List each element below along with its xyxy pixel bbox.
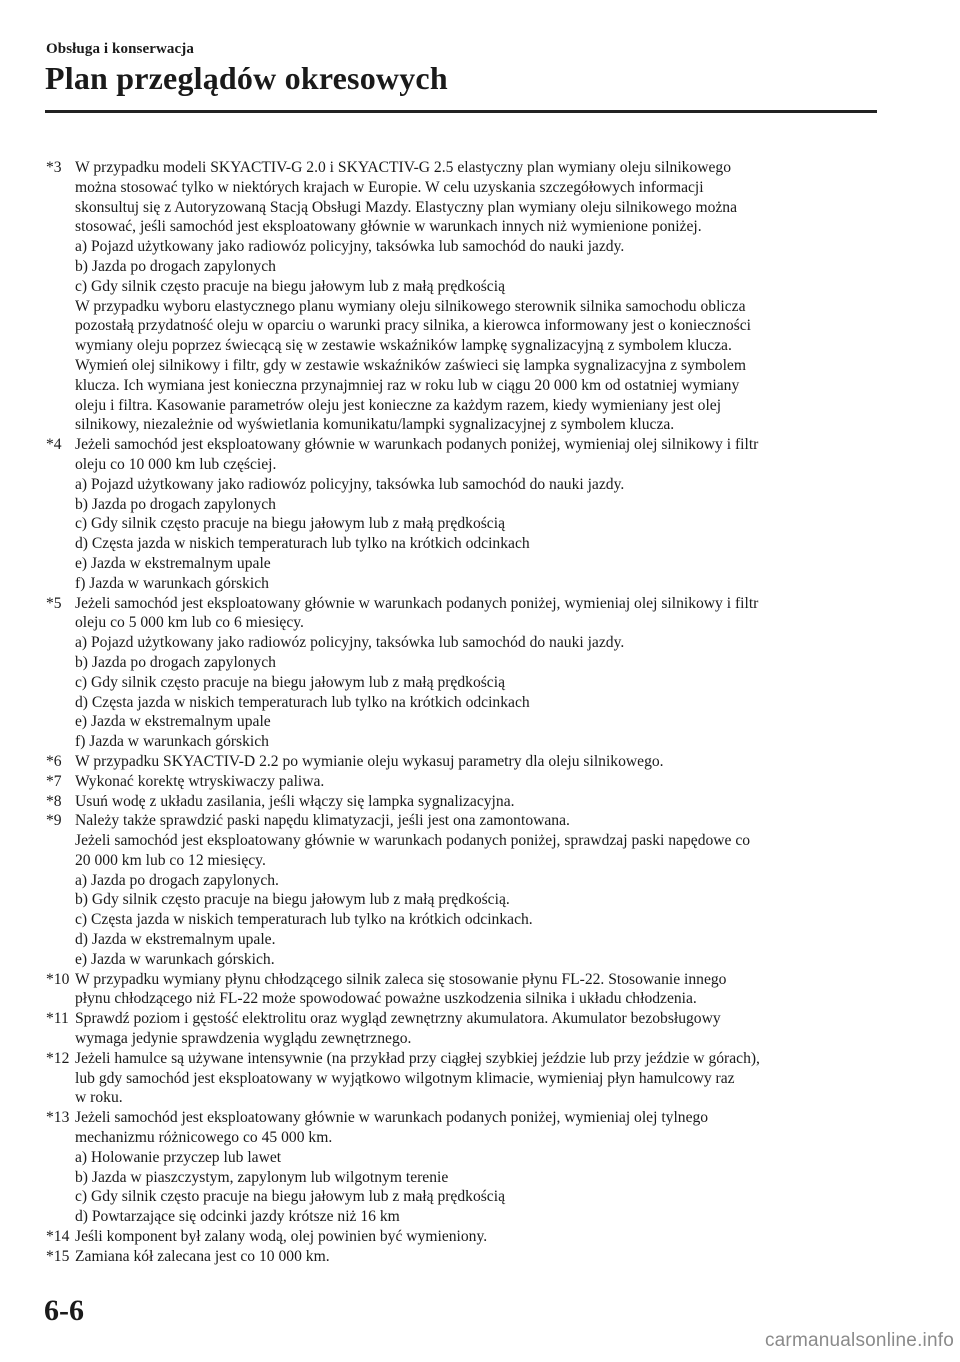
footnote-marker: *9: [46, 812, 62, 830]
footnote-text: [75, 1227, 876, 1247]
footnote-text: [75, 772, 876, 792]
footnote-marker: *14: [46, 1228, 70, 1246]
footnote-line: Sprawdź poziom i gęstość elektrolitu oraz wygląd zewnętrzny akumulatora. Akumulator bezobsługowy: [75, 1010, 721, 1028]
footnote-line: e) Jazda w warunkach górskich.: [75, 950, 275, 968]
footnote-marker: *10: [46, 970, 70, 988]
footnote-line: Jeżeli hamulce są używane intensywnie (na przykład przy ciągłej szybkiej jeździe lub przy jeździe w górach),: [75, 1049, 760, 1067]
footnote-text: [75, 1009, 876, 1049]
footnote-line: mechanizmu różnicowego co 45 000 km.: [75, 1129, 333, 1147]
footnote-line: 20 000 km lub co 12 miesięcy.: [75, 851, 266, 869]
footnote-line: b) Jazda po drogach zapylonych: [75, 653, 276, 671]
footnote-marker: *5: [46, 594, 62, 612]
footnote-line: a) Pojazd użytkowany jako radiowóz policyjny, taksówka lub samochód do nauki jazdy.: [75, 238, 625, 256]
title-rule: [45, 110, 877, 113]
section-label: Obsługa i konserwacja: [46, 41, 194, 57]
footnote-line: Wykonać korektę wtryskiwaczy paliwa.: [75, 772, 325, 790]
footnote-line: a) Jazda po drogach zapylonych.: [75, 871, 279, 889]
footnote-line: silnikowy, niezależnie od wyświetlania komunikatu/lampki sygnalizacyjnej z symbolem klucza.: [75, 416, 675, 434]
footnote-line: f) Jazda w warunkach górskich: [75, 574, 269, 592]
footnote-item: [46, 435, 876, 593]
footnote-text: [75, 752, 876, 772]
footnote-line: d) Częsta jazda w niskich temperaturach lub tylko na krótkich odcinkach: [75, 535, 530, 553]
footnote-line: d) Częsta jazda w niskich temperaturach lub tylko na krótkich odcinkach: [75, 693, 530, 711]
footnote-line: c) Gdy silnik często pracuje na biegu jałowym lub z małą prędkością: [75, 515, 505, 533]
footnote-line: klucza. Ich wymiana jest konieczna przynajmniej raz w roku lub w ciągu 20 000 km od ostatniej wymiany: [75, 376, 740, 394]
footnote-line: Usuń wodę z układu zasilania, jeśli włączy się lampka sygnalizacyjna.: [75, 792, 515, 810]
footnote-line: W przypadku wyboru elastycznego planu wymiany oleju silnikowego sterownik silnika samochodu oblicza: [75, 297, 746, 315]
footnote-line: oleju i filtra. Kasowanie parametrów oleju jest konieczne za każdym razem, kiedy wymieniany jest olej: [75, 396, 722, 414]
page-number: 6-6: [44, 1294, 84, 1327]
footnote-line: Jeżeli samochód jest eksploatowany głównie w warunkach podanych poniżej, wymieniaj olej silnikowy i filtr: [75, 594, 759, 612]
footnote-marker: *7: [46, 772, 62, 790]
footnote-line: a) Pojazd użytkowany jako radiowóz policyjny, taksówka lub samochód do nauki jazdy.: [75, 634, 625, 652]
footnote-text: [75, 158, 876, 435]
footnote-line: skonsultuj się z Autoryzowaną Stacją Obsługi Mazdy. Elastyczny plan wymiany oleju silnikowego można: [75, 198, 738, 216]
footnote-line: można stosować tylko w niektórych krajach w Europie. W celu uzyskania szczegółowych informacji: [75, 178, 704, 196]
footnote-line: W przypadku modeli SKYACTIV-G 2.0 i SKYACTIV-G 2.5 elastyczny plan wymiany oleju silnikowego: [75, 159, 732, 176]
footnote-line: W przypadku wymiany płynu chłodzącego silnik zaleca się stosowanie płynu FL-22. Stosowanie innego: [75, 970, 727, 988]
footnote-line: Jeśli komponent był zalany wodą, olej powinien być wymieniony.: [75, 1228, 488, 1246]
footnote-text: [75, 1049, 876, 1108]
footnote-marker: *13: [46, 1109, 70, 1127]
footnote-line: Jeżeli samochód jest eksploatowany głównie w warunkach podanych poniżej, sprawdzaj paski napędowe co: [75, 832, 751, 850]
footnote-item: [46, 1049, 876, 1108]
footnote-line: Jeżeli samochód jest eksploatowany głównie w warunkach podanych poniżej, wymieniaj olej silnikowy i filtr: [75, 436, 759, 454]
footnote-item: [46, 970, 876, 1010]
footnote-line: a) Holowanie przyczep lub lawet: [75, 1148, 282, 1166]
footnote-item: [46, 1009, 876, 1049]
footnote-line: d) Powtarzające się odcinki jazdy krótsze niż 16 km: [75, 1208, 400, 1226]
footnote-marker: *12: [46, 1049, 70, 1067]
footnote-line: płynu chłodzącego niż FL-22 może spowodować poważne uszkodzenia silnika i układu chłodzenia.: [75, 990, 697, 1008]
footnote-item: [46, 752, 876, 772]
footnote-item: [46, 792, 876, 812]
footnote-item: [46, 594, 876, 752]
footnote-line: oleju co 10 000 km lub częściej.: [75, 455, 277, 473]
footnote-marker: *11: [46, 1010, 69, 1028]
footnote-marker: *8: [46, 792, 62, 810]
footnote-line: Należy także sprawdzić paski napędu klimatyzacji, jeśli jest ona zamontowana.: [75, 812, 570, 830]
footnote-item: [46, 158, 876, 435]
footnote-line: c) Gdy silnik często pracuje na biegu jałowym lub z małą prędkością: [75, 673, 505, 691]
footnote-text: [75, 594, 876, 752]
footnote-line: oleju co 5 000 km lub co 6 miesięcy.: [75, 614, 304, 632]
footnote-line: lub gdy samochód jest eksploatowany w wyjątkowo wilgotnym klimacie, wymieniaj płyn hamulcowy raz: [75, 1069, 735, 1087]
footnote-marker: *15: [46, 1247, 70, 1265]
footnote-line: b) Jazda po drogach zapylonych: [75, 495, 276, 513]
footnote-line: Wymień olej silnikowy i filtr, gdy w zestawie wskaźników zaświeci się lampka sygnalizacyjna z symbolem: [75, 356, 746, 374]
footnote-marker: *4: [46, 436, 62, 454]
footnote-line: w roku.: [75, 1089, 123, 1107]
footnote-text: [75, 792, 876, 812]
footnote-line: pozostałą przydatność oleju w oparciu o warunki pracy silnika, a kierowca informowany jest o konieczności: [75, 317, 751, 335]
footnote-marker: *3: [46, 159, 62, 176]
footnote-item: [46, 1108, 876, 1227]
footnote-line: d) Jazda w ekstremalnym upale.: [75, 931, 276, 949]
footnote-line: c) Częsta jazda w niskich temperaturach lub tylko na krótkich odcinkach.: [75, 911, 533, 929]
footnote-marker: *6: [46, 752, 62, 770]
footnote-text: [75, 811, 876, 969]
footnote-line: stosować, jeśli samochód jest eksploatowany głównie w warunkach innych niż wymienione poniżej.: [75, 218, 702, 236]
footnote-text: [75, 1108, 876, 1227]
footnote-line: b) Jazda w piaszczystym, zapylonym lub wilgotnym terenie: [75, 1168, 449, 1186]
footnote-item: [46, 772, 876, 792]
footnote-line: Zamiana kół zalecana jest co 10 000 km.: [75, 1247, 330, 1265]
page-title: Plan przeglądów okresowych: [45, 60, 448, 96]
footnote-text: [75, 970, 876, 1010]
footnote-item: [46, 1227, 876, 1247]
footnote-text: [75, 1247, 876, 1267]
watermark: carmanualsonline.info: [764, 1330, 954, 1351]
footnote-line: Jeżeli samochód jest eksploatowany głównie w warunkach podanych poniżej, wymieniaj olej tylnego: [75, 1109, 709, 1127]
footnote-line: wymiany oleju poprzez świecącą się w zestawie wskaźników lampkę sygnalizacyjną z symbolem klucza.: [75, 337, 732, 355]
footnotes-list: [46, 158, 876, 1267]
footnote-line: a) Pojazd użytkowany jako radiowóz policyjny, taksówka lub samochód do nauki jazdy.: [75, 475, 625, 493]
footnote-line: wymaga jedynie sprawdzenia wyglądu zewnętrznego.: [75, 1030, 412, 1048]
footnote-line: e) Jazda w ekstremalnym upale: [75, 554, 271, 572]
footnote-line: b) Jazda po drogach zapylonych: [75, 257, 276, 275]
footnote-line: e) Jazda w ekstremalnym upale: [75, 713, 271, 731]
footnote-line: c) Gdy silnik często pracuje na biegu jałowym lub z małą prędkością: [75, 277, 505, 295]
footnote-line: f) Jazda w warunkach górskich: [75, 733, 269, 751]
footnote-line: b) Gdy silnik często pracuje na biegu jałowym lub z małą prędkością.: [75, 891, 510, 909]
footnote-item: [46, 811, 876, 969]
footnote-line: W przypadku SKYACTIV-D 2.2 po wymianie oleju wykasuj parametry dla oleju silnikowego.: [75, 752, 664, 770]
footnote-text: [75, 435, 876, 593]
footnote-line: c) Gdy silnik często pracuje na biegu jałowym lub z małą prędkością: [75, 1188, 505, 1206]
footnote-item: [46, 1247, 876, 1267]
